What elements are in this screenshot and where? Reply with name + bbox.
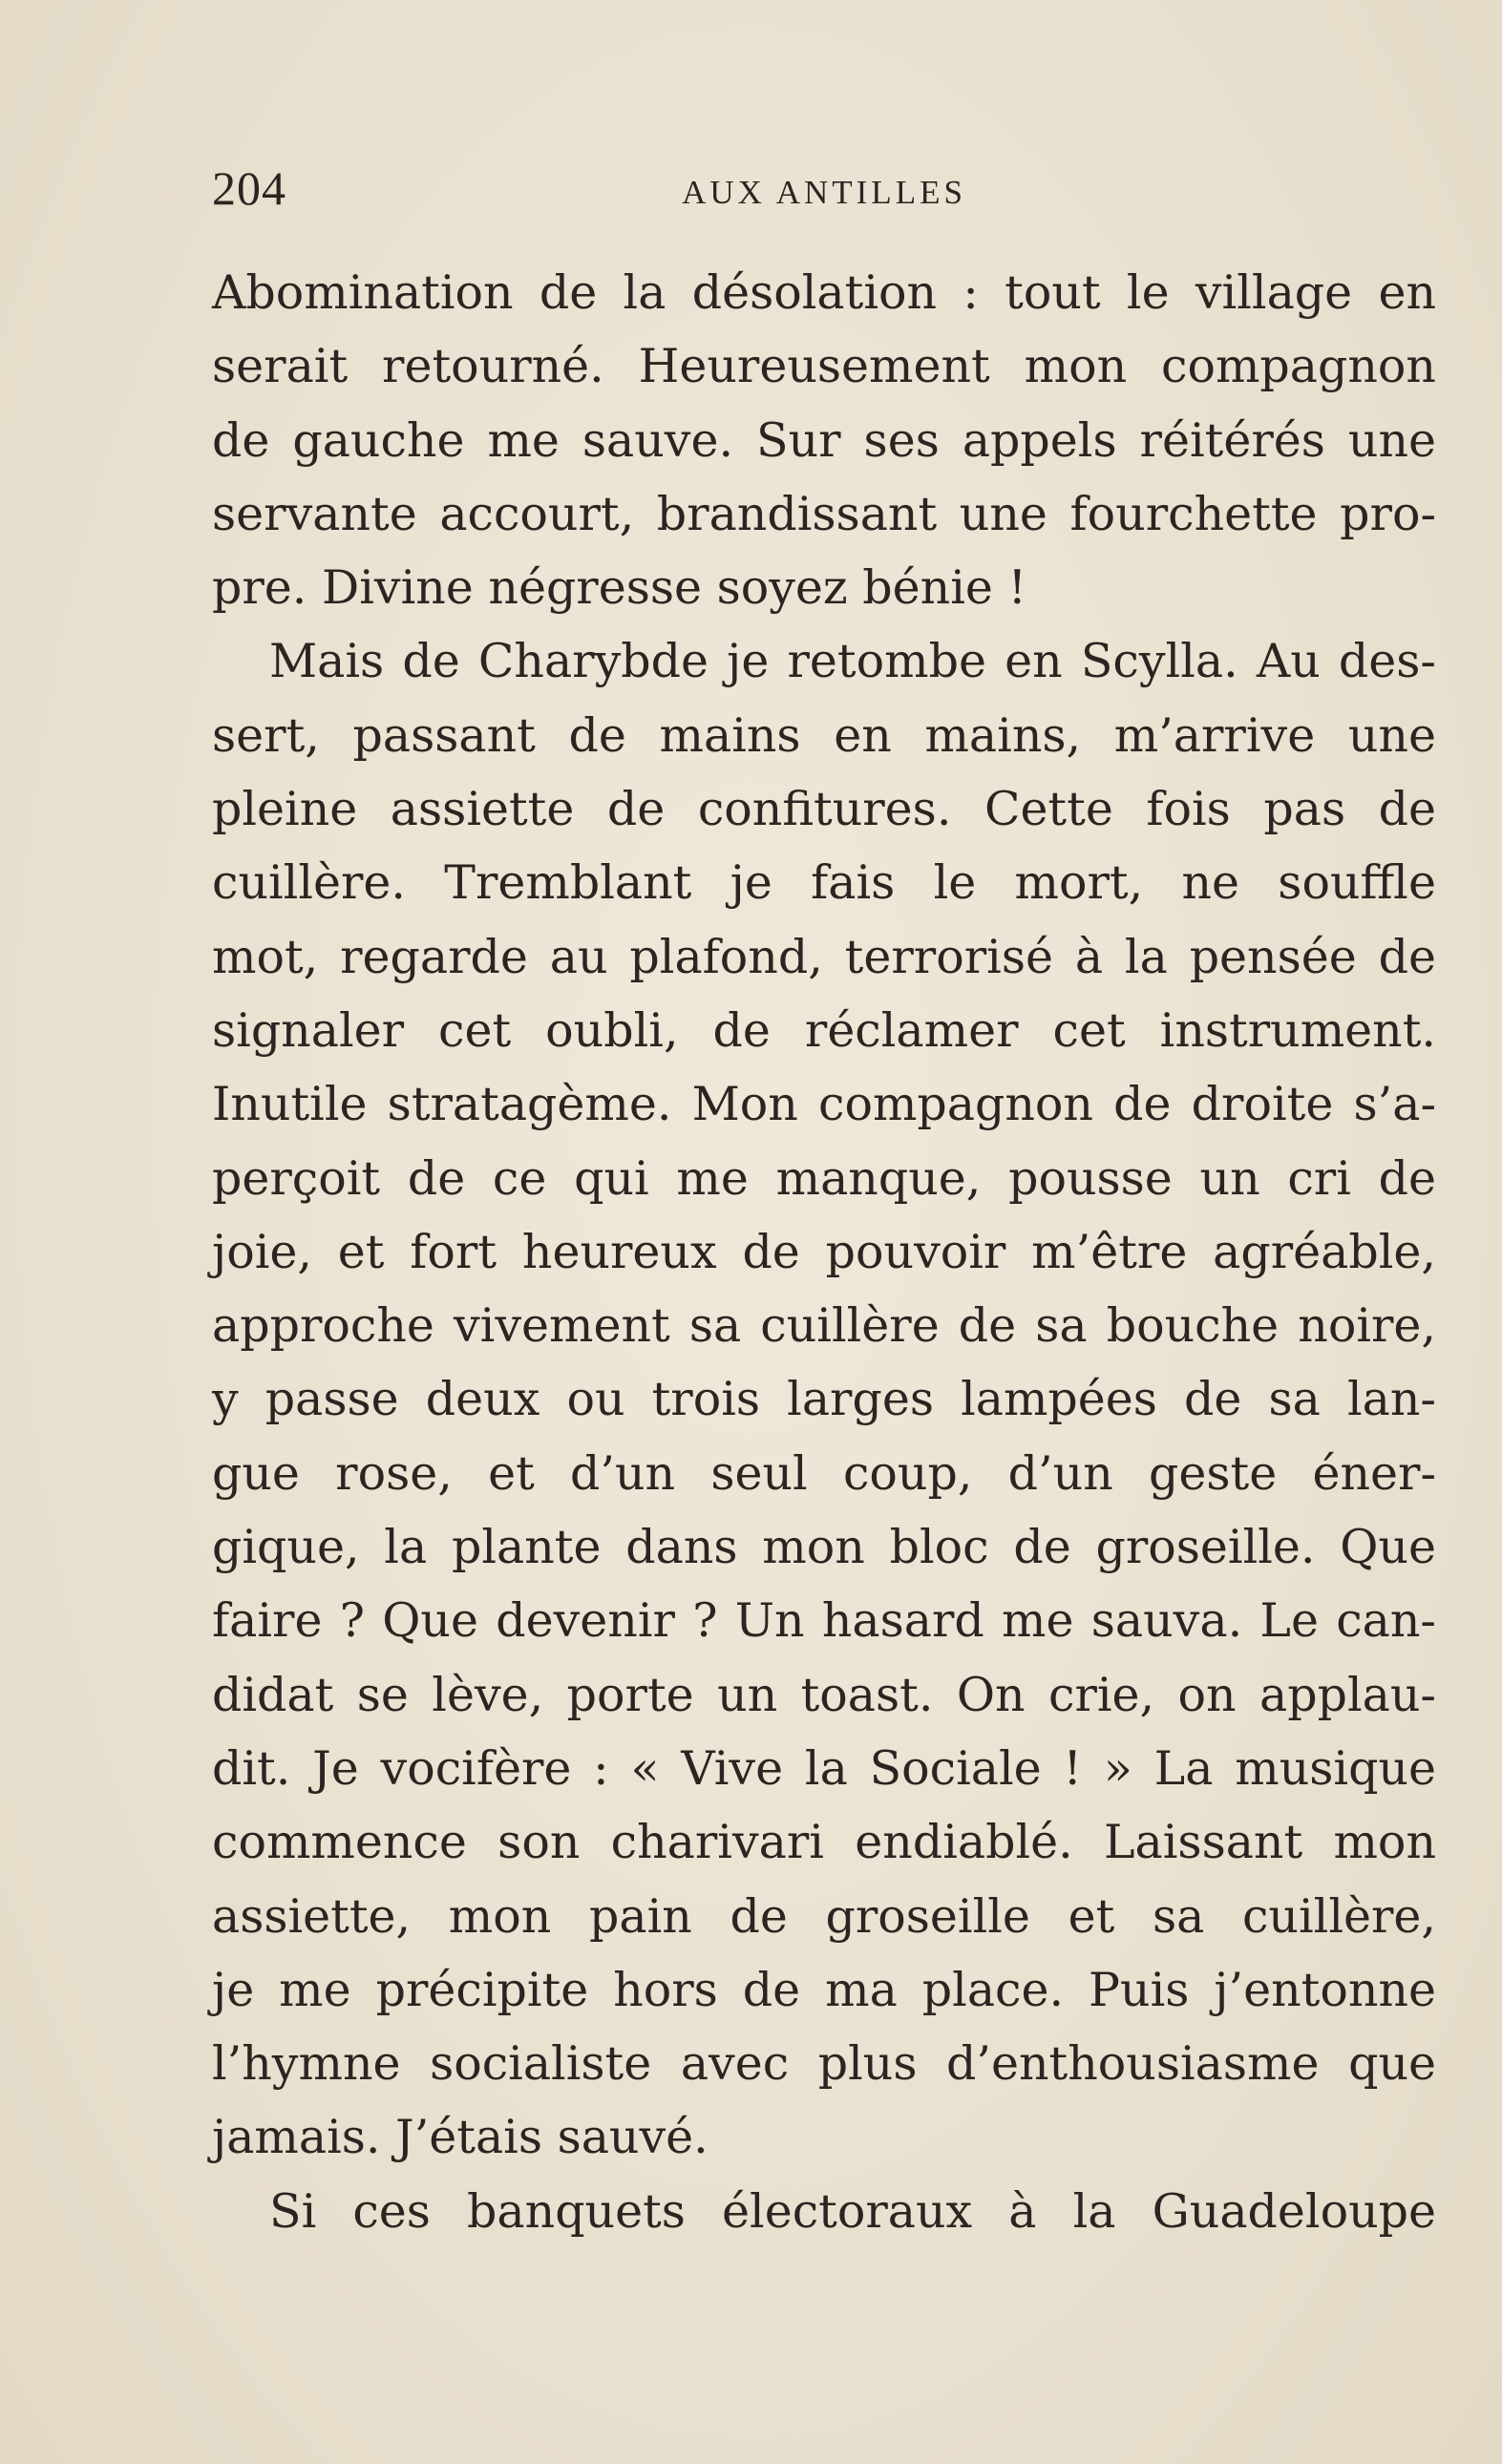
text-line: l’hymne socialiste avec plus d’enthousiasme que xyxy=(212,2036,1436,2092)
running-head: AUX ANTILLES xyxy=(682,174,966,211)
text-line: jamais. J’étais sauvé. xyxy=(212,2110,709,2165)
text-line: signaler cet oubli, de réclamer cet instrument. xyxy=(212,1002,1436,1058)
text-line: Inutile stratagème. Mon compagnon de droite s’a- xyxy=(212,1077,1436,1132)
page-header xyxy=(212,160,1436,218)
text-line: pre. Divine négresse soyez bénie ! xyxy=(212,560,1027,616)
text-line: y passe deux ou trois larges lampées de sa lan- xyxy=(212,1372,1436,1427)
text-line: gique, la plante dans mon bloc de groseille. Que xyxy=(212,1520,1436,1575)
text-line: serait retourné. Heureusement mon compagnon xyxy=(212,339,1436,394)
text-line: faire ? Que devenir ? Un hasard me sauva. Le can- xyxy=(212,1593,1436,1649)
text-line: je me précipite hors de ma place. Puis j’entonne xyxy=(212,1962,1436,2017)
text-line: Abomination de la désolation : tout le village en xyxy=(212,265,1436,320)
text-line: Mais de Charybde je retombe en Scylla. Au des- xyxy=(269,634,1436,689)
text-line: pleine assiette de confitures. Cette fois pas de xyxy=(212,782,1436,837)
page-number: 204 xyxy=(212,161,286,215)
text-line: sert, passant de mains en mains, m’arrive une xyxy=(212,707,1436,763)
text-line: commence son charivari endiablé. Laissant mon xyxy=(212,1815,1436,1870)
text-line: cuillère. Tremblant je fais le mort, ne souffle xyxy=(212,855,1436,911)
text-line: servante accourt, brandissant une fourchette pro- xyxy=(212,486,1436,541)
text-line: didat se lève, porte un toast. On crie, on applau- xyxy=(212,1667,1436,1722)
text-line: mot, regarde au plafond, terrorisé à la pensée de xyxy=(212,929,1436,984)
text-line: assiette, mon pain de groseille et sa cuillère, xyxy=(212,1888,1436,1944)
text-line: joie, et fort heureux de pouvoir m’être agréable, xyxy=(212,1224,1436,1279)
text-line: approche vivement sa cuillère de sa bouche noire, xyxy=(212,1298,1436,1354)
text-line: dit. Je vocifère : « Vive la Sociale ! » La musique xyxy=(212,1740,1436,1796)
text-line: Si ces banquets électoraux à la Guadeloupe xyxy=(269,2183,1436,2239)
body-text xyxy=(212,256,1436,2248)
text-line: de gauche me sauve. Sur ses appels réitérés une xyxy=(212,412,1436,468)
text-line: perçoit de ce qui me manque, pousse un cri de xyxy=(212,1150,1436,1206)
text-line: gue rose, et d’un seul coup, d’un geste éner- xyxy=(212,1445,1436,1501)
